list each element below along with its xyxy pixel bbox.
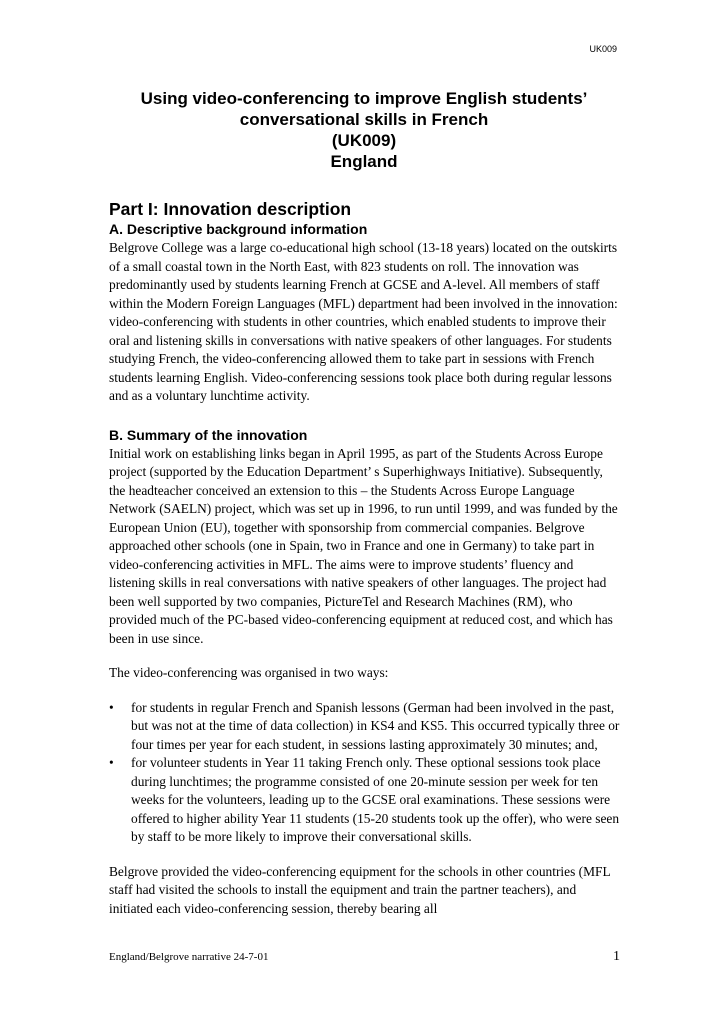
list-item: [109, 699, 621, 755]
document-title: [109, 88, 619, 172]
list-item-text: for volunteer students in Year 11 taking French only. These optional sessions took place during lunchtimes; the programme consisted of one 20-minute session per week for ten weeks for the volunteers, leading up to the GCSE oral examinations. These sessions were offered to higher ability Year 11 students (15-20 students took up the offer), who were seen by staff to be more likely to improve their conversational skills.: [131, 755, 620, 844]
main-content: [109, 198, 621, 918]
title-line-3: (UK009): [331, 131, 397, 150]
spacer: [109, 648, 621, 664]
section-b-paragraph-3: Belgrove provided the video-conferencing equipment for the schools in other countries (MFL staff had visited the schools to install the equipment and train the partner teachers), and initiated each video-conferencing session, thereby bearing all: [109, 863, 611, 916]
page-number: 1: [613, 949, 620, 964]
list-item: [109, 754, 621, 847]
title-line-2: conversational skills in French: [239, 110, 489, 129]
organisation-list: [109, 699, 621, 847]
part-1-heading: Part I: Innovation description: [109, 199, 352, 219]
section-a-heading: A. Descriptive background information: [109, 221, 368, 237]
list-item-text: for students in regular French and Spanish lessons (German had been involved in the past, but was not at the time of data collection) in KS4 and KS5. This occurred typically three or four times per year for each student, in sessions lasting approximately 30 minutes; and,: [131, 699, 620, 752]
section-b-paragraph-2: The video-conferencing was organised in two ways:: [109, 665, 389, 680]
header-code: UK009: [589, 44, 617, 54]
bullet-icon: •: [109, 755, 114, 770]
footer-reference: England/Belgrove narrative 24-7-01: [109, 951, 269, 963]
title-line-1: Using video-conferencing to improve English students’: [140, 89, 588, 108]
bullet-icon: •: [109, 699, 114, 715]
section-b-paragraph-1: Initial work on establishing links began in April 1995, as part of the Students Across Europe project (supported by the Education Department’ s Superhighways Initiative). Subsequently, the headteacher conceived an extension to this – the Students Across Europe Language Network (SAELN) project, which was set up in 1996, to run until 1999, and was funded by the European Union (EU), together with sponsorship from commercial companies. Belgrove approached other schools (one in Spain, two in France and one in Germany) to take part in video-conferencing activities in MFL. The aims were to improve students’ fluency and listening skills in real conversations with native speakers of other languages. The project had been well supported by two companies, PictureTel and Research Machines (RM), who provided much of the PC-based video-conferencing equipment at reduced cost, and which has been in use since.: [109, 445, 618, 646]
spacer: [109, 406, 621, 426]
section-b-heading: B. Summary of the innovation: [109, 426, 308, 443]
section-a-paragraph: Belgrove College was a large co-educational high school (13-18 years) located on the outskirts of a small coastal town in the North East, with 823 students on roll. The innovation was predominantly used by students learning French at GCSE and A-level. All members of staff within the Modern Foreign Languages (MFL) department had been involved in the innovation: video-conferencing with students in other countries, which enabled students to improve their oral and listening skills in conversations with native speakers of other languages. For students studying French, the video-conferencing allowed them to take part in sessions with French students learning English. Video-conferencing sessions took place both during regular lessons and as a voluntary lunchtime activity.: [109, 240, 618, 403]
title-line-4: England: [330, 152, 398, 171]
spacer: [109, 683, 621, 699]
spacer: [109, 847, 621, 863]
